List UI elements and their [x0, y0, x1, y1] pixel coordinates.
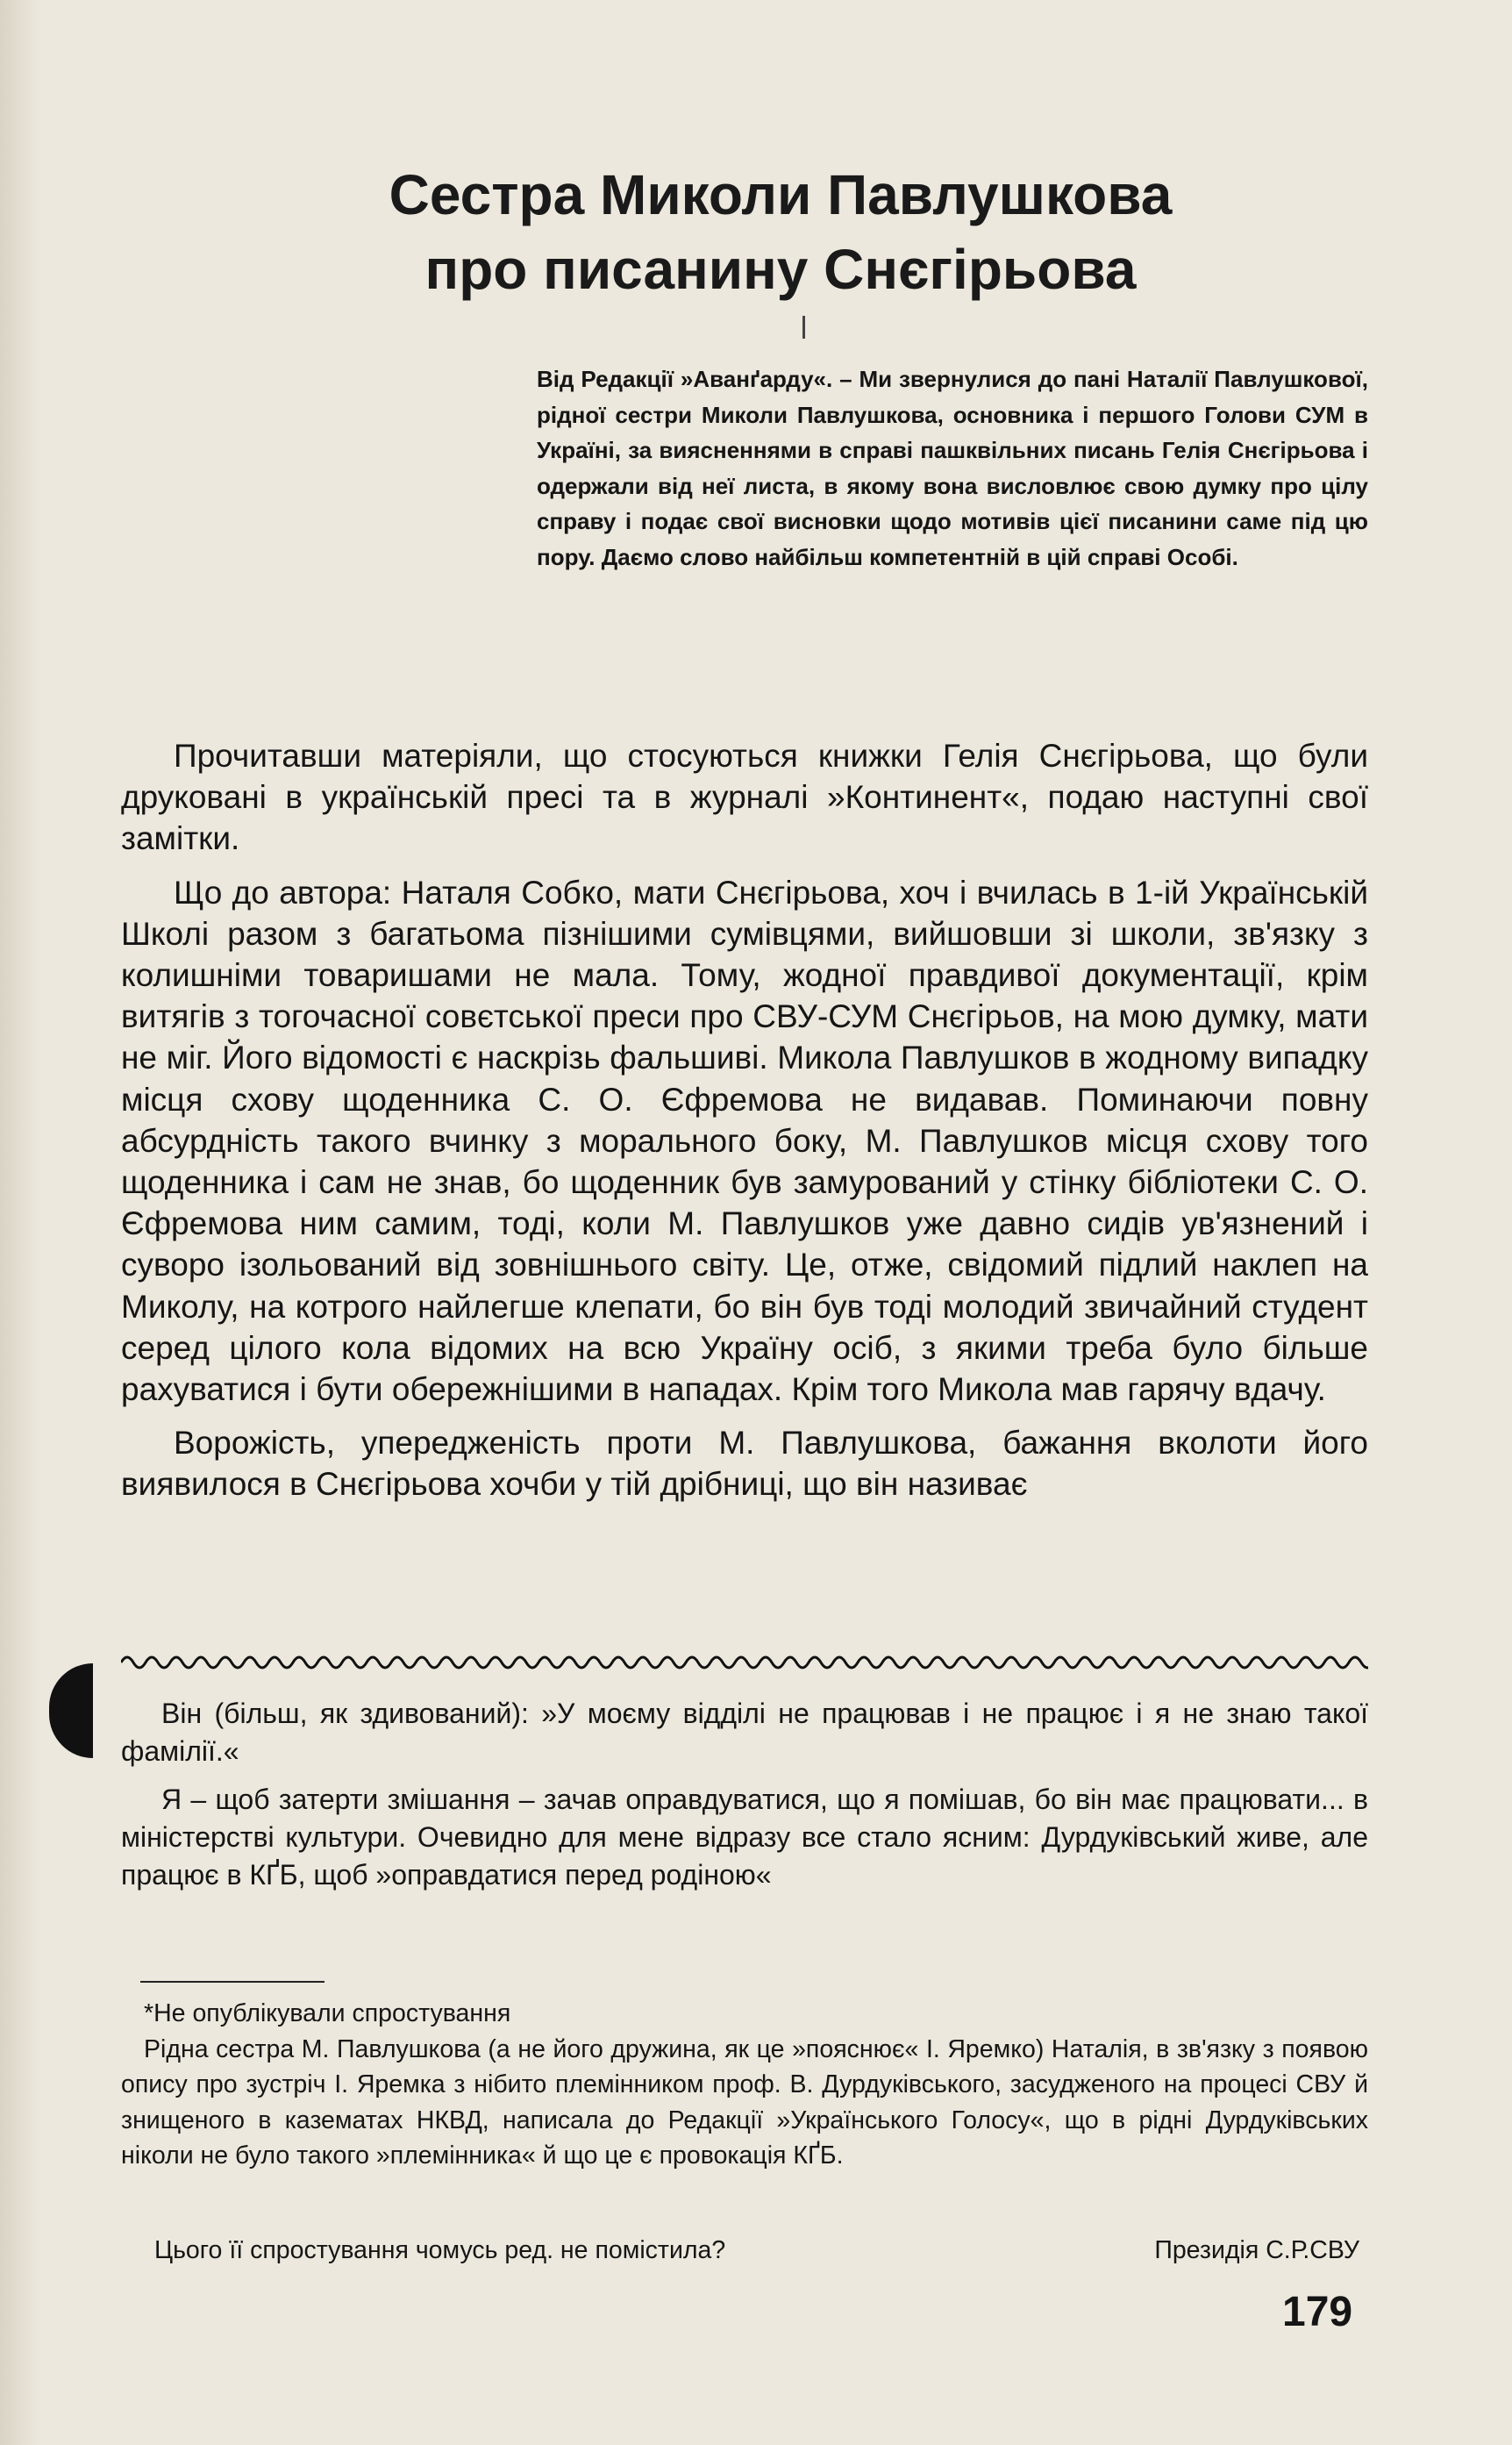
article-title [210, 158, 1351, 307]
footnote [121, 1996, 1368, 2174]
footnote-rule [140, 1981, 325, 1983]
title-line-2: про писанину Снєгірьова [424, 238, 1137, 301]
footnote-body: Рідна сестра М. Павлушкова (а не його дружина, як це »пояснює« І. Яремко) Наталія, в зв'язку з появою опису про зустріч І. Яремка з нібито племінником проф. В. Дурдуківського, засудженого на процесі СВУ й знищеного в казематах НКВД, написала до Редакції »Українського Голосу«, що в рідні Дурдуківських ніколи не було такого »племінника« й що це є провокація КҐБ. [121, 2034, 1368, 2170]
quote-paragraph: Він (більш, як здивований): »У моєму відділі не працював і не працює і я не знаю такої фамілії.« [121, 1698, 1368, 1767]
ornamental-divider [121, 1649, 1368, 1676]
quote-paragraph: Я – щоб затерти змішання – зачав оправдуватися, що я помішав, бо він має працювати... в міністерстві культури. Очевидно для мене відразу все стало ясним: Дурдуківський живе, але працює в КҐБ, щоб »оправдатися перед родіною« [121, 1784, 1368, 1891]
main-paragraph: Ворожість, упередженість проти М. Павлушкова, бажання вколоти його виявилося в Снєгірьова хочби у тій дрібниці, що він називає [121, 1425, 1368, 1503]
footnote-heading: *Не опублікували спростування [144, 1999, 511, 2027]
title-line-1: Сестра Миколи Павлушкова [389, 163, 1173, 226]
signature: Президія С.Р.СВУ [1154, 2236, 1359, 2264]
page-number: 179 [1282, 2289, 1353, 2335]
closing-question: Цього її спростування чомусь ред. не помістила? [154, 2236, 726, 2264]
ink-mark [802, 316, 805, 339]
editorial-note-text: Від Редакції »Аванґарду«. – Ми звернулися до пані Наталії Павлушкової, рідної сестри Миколи Павлушкова, основника і першого Голови СУМ в Україні, за виясненнями в справі пашквільних писань Гелія Снєгірьова і одержали від неї листа, в якому вона висловлює свою думку про цілу справу і подає свої висновки щодо мотивів цієї писанини саме під цю пору. Даємо слово найбільш компетентній в цій справі Особі. [537, 366, 1368, 570]
main-text [121, 735, 1368, 1505]
editorial-note [537, 361, 1368, 575]
main-paragraph: Прочитавши матеріяли, що стосуються книжки Гелія Снєгірьова, що були друковані в українській пресі та в журналі »Континент«, подаю наступні свої замітки. [121, 738, 1368, 857]
quote-text [121, 1695, 1368, 1894]
ink-blot [49, 1663, 93, 1758]
main-paragraph: Що до автора: Наталя Собко, мати Снєгірьова, хоч і вчилась в 1-ій Українській Школі разом з багатьома пізнішими сумівцями, вийшовши зі школи, зв'язку з колишніми товаришами не мала. Тому, жодної правдивої документації, крім витягів з тогочасної совєтської преси про СВУ-СУМ Снєгірьов, на мою думку, мати не міг. Його відомості є наскрізь фальшиві. Микола Павлушков в жодному випадку місця схову щоденника С. О. Єфремова не видавав. Поминаючи повну абсурдність такого вчинку з морального боку, М. Павлушков місця схову того щоденника і сам не знав, бо щоденник був замурований у стінку бібліотеки С. О. Єфремова ним самим, тоді, коли М. Павлушков уже давно сидів ув'язнений і суворо ізольований від зовнішнього світу. Це, отже, свідомий підлий наклеп на Миколу, на котрого найлегше клепати, бо він був тоді молодий звичайний студент серед цілого кола відомих на всю Україну осіб, з якими треба було більше рахуватися і бути обережнішими в нападах. Крім того Микола мав гарячу вдачу. [121, 874, 1368, 1408]
page-shadow [0, 0, 40, 2445]
